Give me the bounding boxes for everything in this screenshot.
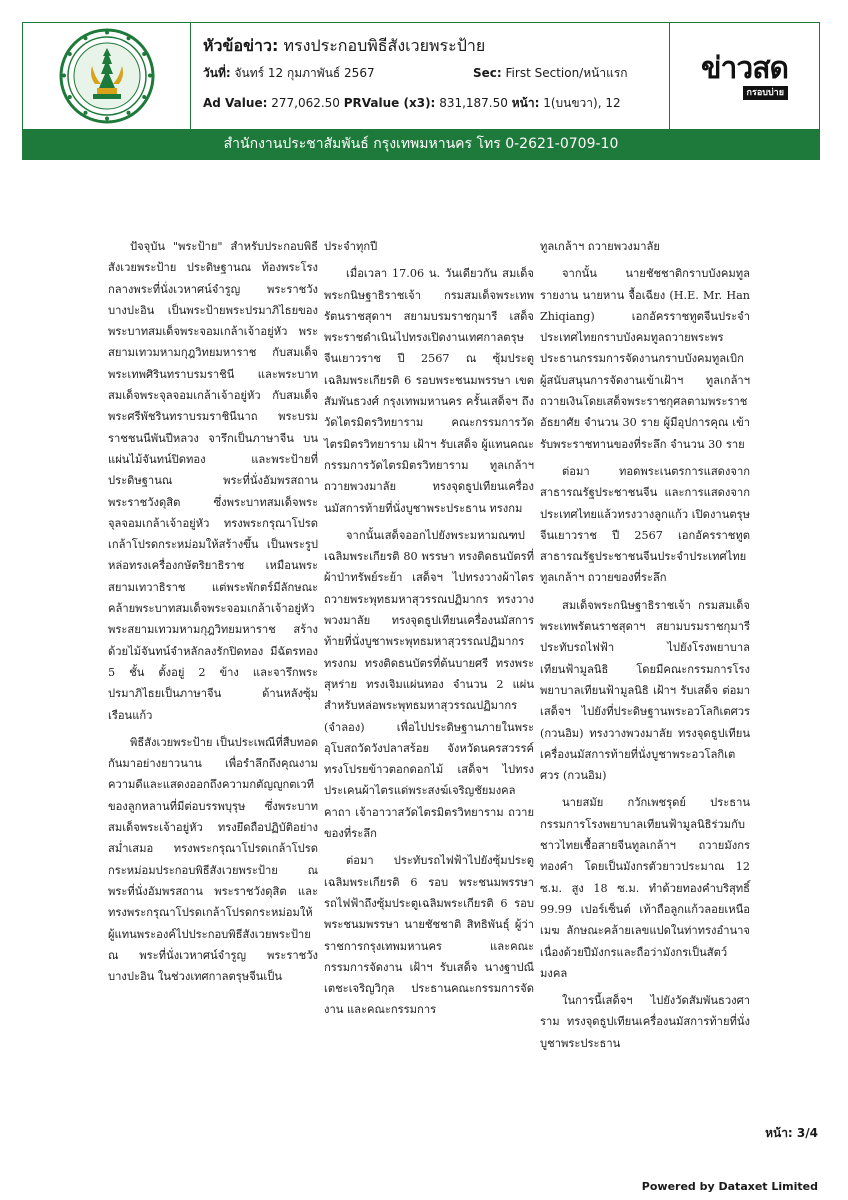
publication-edition: กรอบบ่าย	[743, 86, 788, 100]
powered-by: Powered by Dataxet Limited	[641, 1180, 818, 1193]
paragraph: ประจำทุกปี	[324, 240, 378, 253]
date-value: จันทร์ 12 กุมภาพันธ์ 2567	[234, 66, 375, 80]
paragraph: พิธีสังเวยพระป้าย เป็นประเพณีที่สืบทอดกันมาอย่างยาวนาน เพื่อรำลึกถึงคุณงามความดีและแสดงออกถึงความกตัญญูกตเวทีของลูกหลานที่มีต่อบรรพบุรุษ ซึ่งพระบาทสมเด็จพระเจ้าอยู่หัว ทรงยึดถือปฏิบัติอย่างสม่ำเสมอ ทรงพระกรุณาโปรดเกล้าโปรดกระหม่อมประกอบพิธีสังเวยพระป้าย ณ พระที่นั่งอัมพรสถาน พระราชวังดุสิต และทรงพระกรุณาโปรดเกล้าโปรดกระหม่อมให้ผู้แทนพระองค์ไปประกอบพิธีสังเวยพระป้าย ณ พระที่นั่งเวหาศน์จำรูญ พระราชวังบางปะอิน ในช่วงเทศกาลตรุษจีนเป็น	[108, 735, 318, 984]
date-row	[203, 61, 659, 85]
ad-value: 277,062.50	[271, 96, 340, 110]
paragraph: จากนั้นเสด็จออกไปยังพระมหามณฑปเฉลิมพระเกียรติ 80 พรรษา ทรงติดธนบัตรที่ผ้าป่าทรัพย์ระย้า เสด็จฯ ไปทรงวางผ้าไตรถวายพระพุทธมหาสุวรรณปฏิมากร ทรงวางพวงมาลัย ทรงจุดธูปเทียนเครื่องนมัสการท้ายที่นั่งบูชาพระพุทธมหาสุวรรณปฏิมากร ทรงกม ทรงติดธนบัตรที่ต้นบายศรี ทรงพระสุหร่าย ทรงเจิมแผ่นทอง จำนวน 2 แผ่นสำหรับหล่อพระพุทธมหาสุวรรณปฏิมากร (จำลอง) เพื่อไปประดิษฐานภายในพระอุโบสถวัดวังปลาสร้อย จังหวัดนครสวรรค์ ทรงโปรยข้าวตอกดอกไม้ เสด็จฯ ไปทรงประเคนผ้าไตรแด่พระสงฆ์เจริญชัยมงคลคาถา เจ้าอาวาสวัดไตรมิตรวิทยาราม ถวายของที่ระลึก	[324, 528, 534, 841]
paragraph: ต่อมา ประทับรถไฟฟ้าไปยังซุ้มประตูเฉลิมพระเกียรติ 6 รอบ พระชนมพรรษา รถไฟฟ้าถึงซุ้มประตูเฉลิมพระเกียรติ 6 รอบ พระชนมพรรษา นายชัชชาติ สิทธิพันธุ์ ผู้ว่าราชการกรุงเทพมหานคร และคณะกรรมการจัดงาน เฝ้าฯ รับเสด็จ นางฐาปณี เตชะเจริญวิกุล ประธานคณะกรรมการจัดงาน และคณะกรรมการ	[324, 854, 534, 1017]
section-info	[473, 61, 628, 85]
headline-label: หัวข้อข่าว:	[203, 36, 279, 55]
paragraph: สมเด็จพระกนิษฐาธิราชเจ้า กรมสมเด็จพระเทพรัตนราชสุดาฯ สยามบรมราชกุมารี ประทับรถไฟฟ้า ไปยังโรงพยาบาลเทียนฟ้ามูลนิธิ โดยมีคณะกรรมการโรงพยาบาลเทียนฟ้ามูลนิธิ เฝ้าฯ รับเสด็จ ต่อมาเสด็จฯ ไปยังที่ประดิษฐานพระอวโลกิเตศวร (กวนอิม) ทรงวางพวงมาลัย ทรงจุดธูปเทียนเครื่องนมัสการท้ายที่นั่งบูชาพระอวโลกิเตศวร (กวนอิม)	[540, 598, 750, 783]
headline-row	[203, 33, 659, 59]
pr-value-label: PRValue (x3):	[343, 96, 436, 110]
office-bar: สำนักงานประชาสัมพันธ์ กรุงเทพมหานคร โทร 0-2621-0709-10	[23, 129, 819, 159]
paragraph: ปัจจุบัน "พระป้าย" สำหรับประกอบพิธีสังเวยพระป้าย ประดิษฐานณ ท้องพระโรงกลางพระที่นั่งเวหาศน์จำรูญ พระราชวังบางปะอิน เป็นพระป้ายพระปรมาภิไธยของพระบาทสมเด็จพระจอมเกล้าเจ้าอยู่หัว พระสยามเทวมหามกุฎวิทยมหาราช กับสมเด็จพระเทพศิรินทราบรมราชินี และพระบาทสมเด็จพระจุลจอมเกล้าเจ้าอยู่หัว กับสมเด็จพระศรีพัชรินทราบรมราชินีนาถ พระบรมราชชนนีพันปีหลวง จารึกเป็นภาษาจีน บนแผ่นไม้จันทน์ปิดทอง และพระป้ายที่ประดิษฐานณ พระที่นั่งอัมพรสถาน พระราชวังดุสิต ซึ่งพระบาทสมเด็จพระจุลจอมเกล้าเจ้าอยู่หัว ทรงพระกรุณาโปรดเกล้าโปรดกระหม่อมให้สร้างขึ้น เป็นพระรูปหล่อทรงเครื่องกษัตริยาธิราช เหมือนพระสยามเทวาธิราช แต่พระพักตร์มีลักษณะคล้ายพระบาทสมเด็จพระจอมเกล้าเจ้าอยู่หัว พระสยามเทวมหามกุฎวิทยมหาราช สร้างด้วยไม้จันทน์จำหลักลงรักปิดทอง มีฉัตรทอง 5 ชั้น ตั้งอยู่ 2 ข้าง และจารึกพระปรมาภิไธยเป็นภาษาจีน ด้านหลังซุ้มเรือนแก้ว	[108, 240, 318, 722]
section-value: First Section/หน้าแรก	[505, 66, 628, 80]
paragraph: ทูลเกล้าฯ ถวายพวงมาลัย	[540, 240, 660, 253]
logo-panel	[23, 23, 191, 129]
paragraph: จากนั้น นายชัชชาติกราบบังคมทูลรายงาน นายหาน จื้อเฉียง (H.E. Mr. Han Zhiqiang) เอกอัครราชทูตจีนประจำประเทศไทยกราบบังคมทูลถวายพระพร ประธานกรรมการจัดงานกราบบังคมทูลเบิกผู้สนับสนุนการจัดงานเข้าเฝ้าฯ ทูลเกล้าฯ ถวายเงินโดยเสด็จพระราชกุศลตามพระราชอัธยาศัย จำนวน 30 ราย ผู้มีอุปการคุณ เข้ารับพระราชทานของที่ระลึก จำนวน 30 ราย	[540, 267, 750, 451]
pr-value: 831,187.50	[439, 96, 508, 110]
article-column-2	[324, 236, 534, 1027]
publication-name: ข่าวสด	[701, 50, 788, 86]
ad-value-label: Ad Value:	[203, 96, 268, 110]
paragraph: นายสมัย กวักเพชรุดย์ ประธานกรรมการโรงพยาบาลเทียนฟ้ามูลนิธิร่วมกับชาวไทยเชื้อสายจีนทูลเกล้าฯ ถวายมังกรทองคำ โดยเป็นมังกรตัวยาวประมาณ 12 ซ.ม. สูง 18 ซ.ม. ทำด้วยทองคำบริสุทธิ์ 99.99 เปอร์เซ็นต์ เท้าถือลูกแก้วลอยเหนือเมฆ ลักษณะคล้ายเลขแปดในท่าทรงอำนาจ เนื่องด้วยปีมังกรและถือว่ามังกรเป็นสัตว์มงคล	[540, 796, 750, 980]
article-column-1	[108, 236, 318, 993]
value-row	[203, 91, 659, 115]
date-label: วันที่:	[203, 66, 231, 80]
paragraph: ในการนี้เสด็จฯ ไปยังวัดสัมพันธวงศาราม ทรงจุดธูปเทียนเครื่องนมัสการท้ายที่นั่งบูชาพระประธาน	[540, 994, 750, 1050]
page-number: หน้า: 3/4	[765, 1126, 818, 1140]
clipping-info	[191, 23, 669, 129]
paragraph: เมื่อเวลา 17.06 น. วันเดียวกัน สมเด็จพระกนิษฐาธิราชเจ้า กรมสมเด็จพระเทพรัตนราชสุดาฯ สยามบรมราชกุมารี เสด็จพระราชดำเนินไปทรงเปิดงานเทศกาลตรุษจีนเยาวราช ปี 2567 ณ ซุ้มประตูเฉลิมพระเกียรติ 6 รอบพระชนมพรรษา เขตสัมพันธวงศ์ กรุงเทพมหานคร ครั้นเสด็จฯ ถึงวัดไตรมิตรวิทยาราม คณะกรรมการวัดไตรมิตรวิทยาราม เฝ้าฯ รับเสด็จ ผู้แทนคณะกรรมการวัดไตรมิตรวิทยาราม ทูลเกล้าฯ ถวายพวงมาลัย ทรงจุดธูปเทียนเครื่องนมัสการท้ายที่นั่งบูชาพระประธาน ทรงกม	[324, 267, 534, 515]
headline-text: ทรงประกอบพิธีสังเวยพระป้าย	[283, 36, 486, 55]
article-column-3	[540, 236, 750, 1060]
section-label: Sec:	[473, 66, 502, 80]
article-body	[108, 236, 768, 1050]
bangkok-seal-icon	[59, 28, 155, 124]
publication-logo	[701, 50, 788, 100]
publication-panel	[669, 23, 819, 129]
page-value: 1(บนขวา), 12	[543, 96, 621, 110]
page-label: หน้า:	[511, 96, 540, 110]
clipping-header	[22, 22, 820, 160]
paragraph: ต่อมา ทอดพระเนตรการแสดงจากสาธารณรัฐประชาชนจีน และการแสดงจากประเทศไทยแล้วทรงวางลูกแก้ว เปิดงานตรุษจีนเยาวราช ปี 2567 เอกอัครราชทูตสาธารณรัฐประชาชนจีนประจำประเทศไทย ทูลเกล้าฯ ถวายของที่ระลึก	[540, 464, 750, 585]
